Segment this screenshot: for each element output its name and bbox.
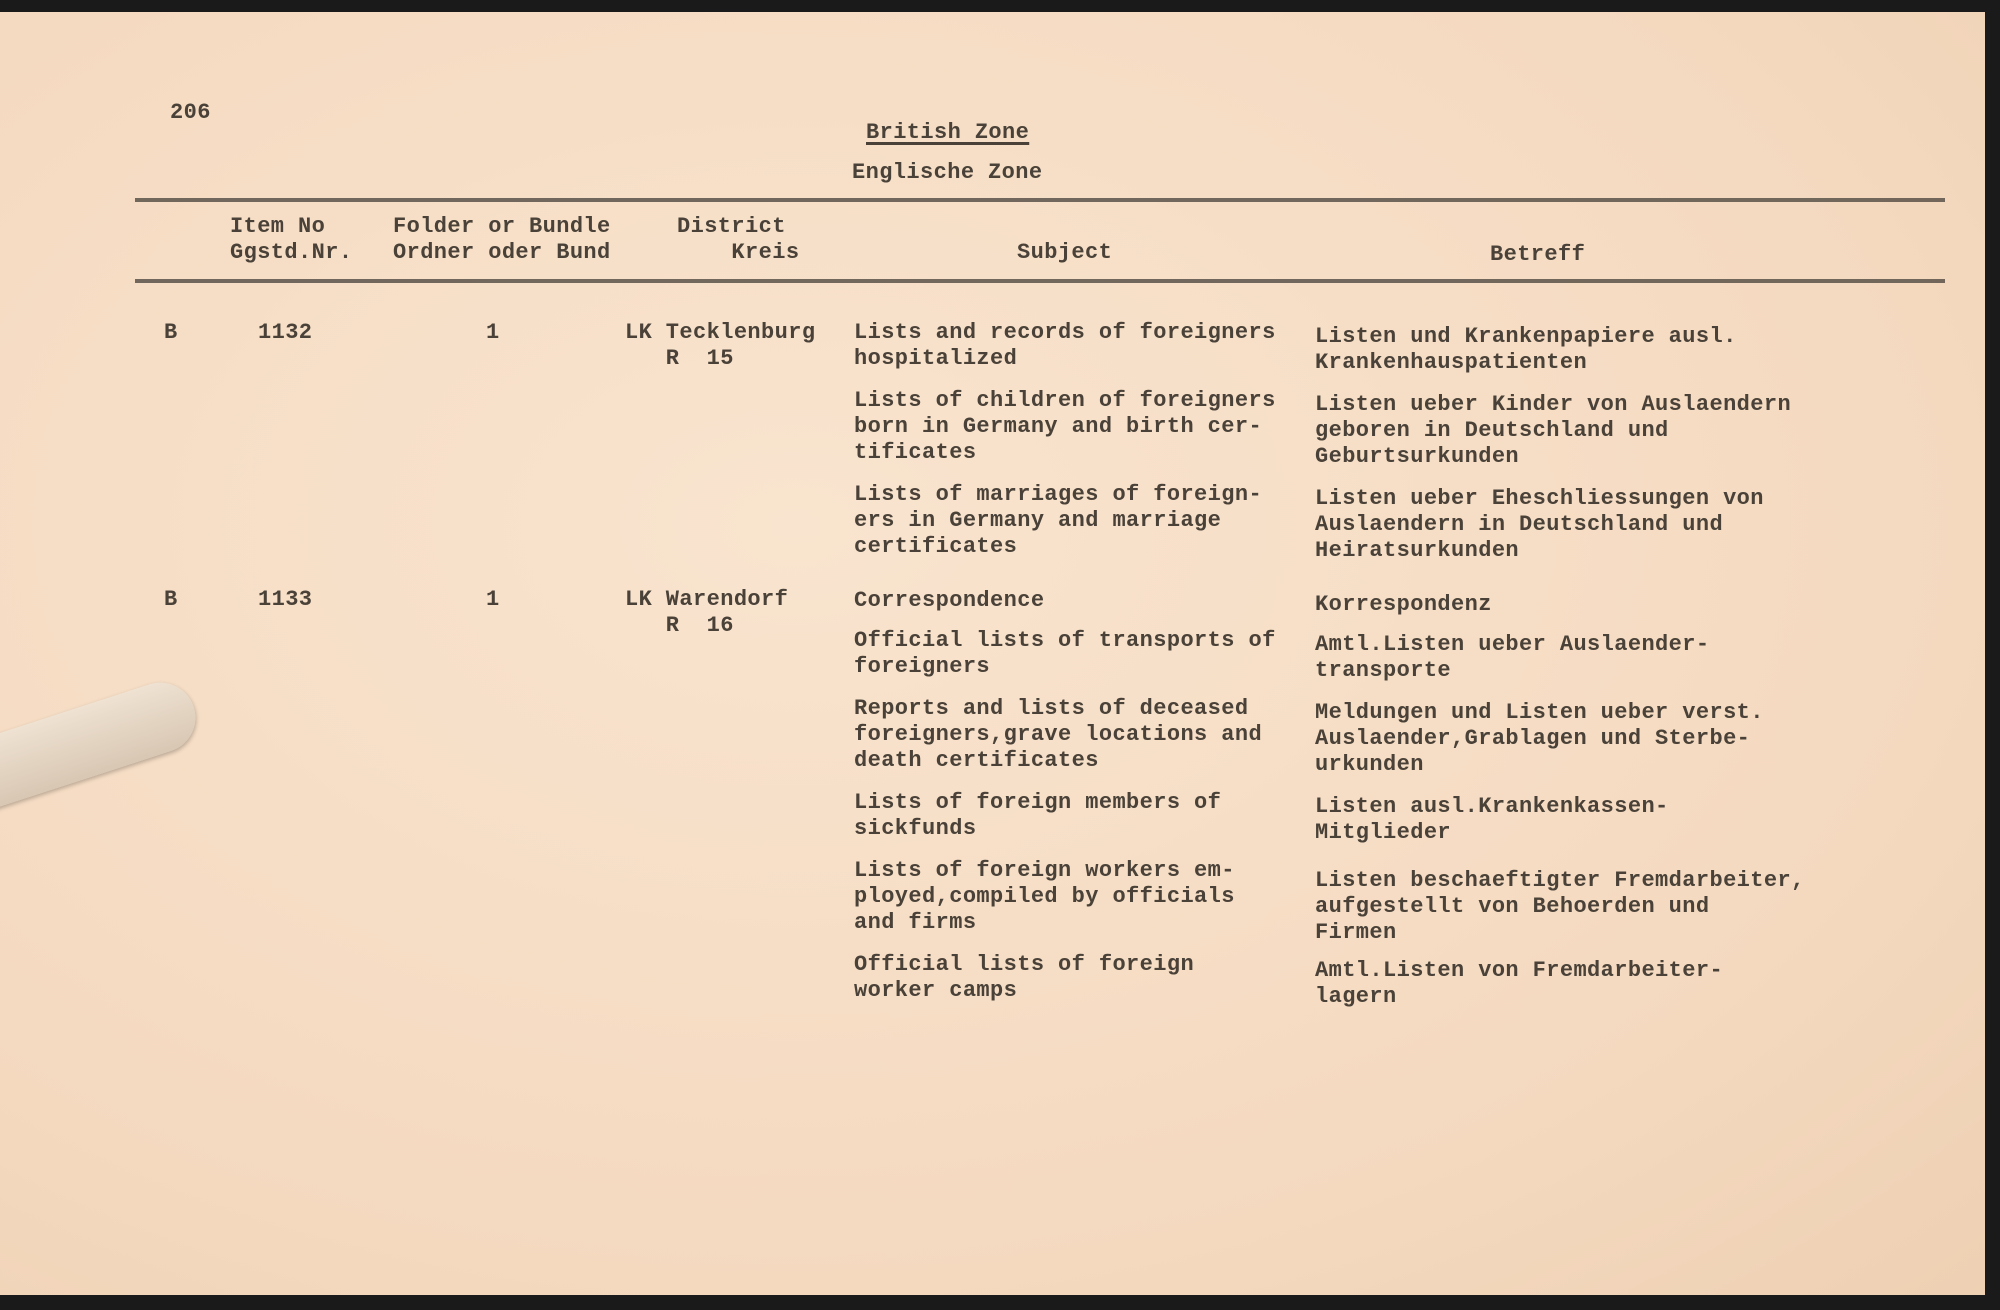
header-subject: Subject xyxy=(1017,240,1113,265)
item-number: 1133 xyxy=(258,587,313,612)
document-page xyxy=(0,12,1985,1295)
subject: Lists of foreign workers em- ployed,compiled by officials and firms xyxy=(854,858,1235,935)
subject: Reports and lists of deceased foreigners,grave locations and death certificates xyxy=(854,696,1263,773)
row-letter: B xyxy=(164,587,178,612)
subject: Official lists of foreign worker camps xyxy=(854,952,1195,1003)
subject: Correspondence xyxy=(854,588,1045,613)
header-district: District Kreis xyxy=(677,214,800,265)
page-title: British Zone xyxy=(866,120,1030,145)
district: LK Tecklenburg R 15 xyxy=(625,320,816,371)
subject: Lists of foreign members of sickfunds xyxy=(854,790,1222,841)
folder-number: 1 xyxy=(486,320,500,345)
betreff: Amtl.Listen ueber Auslaender- transporte xyxy=(1315,632,1710,683)
betreff: Korrespondenz xyxy=(1315,592,1492,617)
subject: Official lists of transports of foreigners xyxy=(854,628,1276,679)
header-betreff: Betreff xyxy=(1490,242,1586,267)
top-rule xyxy=(135,198,1945,202)
betreff: Listen ueber Eheschliessungen von Auslaendern in Deutschland und Heiratsurkunden xyxy=(1315,486,1764,563)
header-folder: Folder or Bundle Ordner oder Bund xyxy=(393,214,611,265)
pen-shadow xyxy=(0,674,204,821)
header-rule xyxy=(135,279,1945,283)
betreff: Listen ueber Kinder von Auslaendern geboren in Deutschland und Geburtsurkunden xyxy=(1315,392,1792,469)
subject: Lists of marriages of foreign- ers in Germany and marriage certificates xyxy=(854,482,1263,559)
item-number: 1132 xyxy=(258,320,313,345)
betreff: Listen und Krankenpapiere ausl. Krankenhauspatienten xyxy=(1315,324,1737,375)
folder-number: 1 xyxy=(486,587,500,612)
subject: Lists of children of foreigners born in Germany and birth cer- tificates xyxy=(854,388,1276,465)
subject: Lists and records of foreigners hospitalized xyxy=(854,320,1276,371)
header-item-no: Item No Ggstd.Nr. xyxy=(230,214,353,265)
betreff: Listen beschaeftigter Fremdarbeiter, aufgestellt von Behoerden und Firmen xyxy=(1315,868,1805,945)
row-letter: B xyxy=(164,320,178,345)
district: LK Warendorf R 16 xyxy=(625,587,789,638)
betreff: Amtl.Listen von Fremdarbeiter- lagern xyxy=(1315,958,1724,1009)
page-number: 206 xyxy=(170,100,211,125)
betreff: Listen ausl.Krankenkassen- Mitglieder xyxy=(1315,794,1669,845)
page-subtitle: Englische Zone xyxy=(852,160,1043,185)
betreff: Meldungen und Listen ueber verst. Auslaender,Grablagen und Sterbe- urkunden xyxy=(1315,700,1764,777)
